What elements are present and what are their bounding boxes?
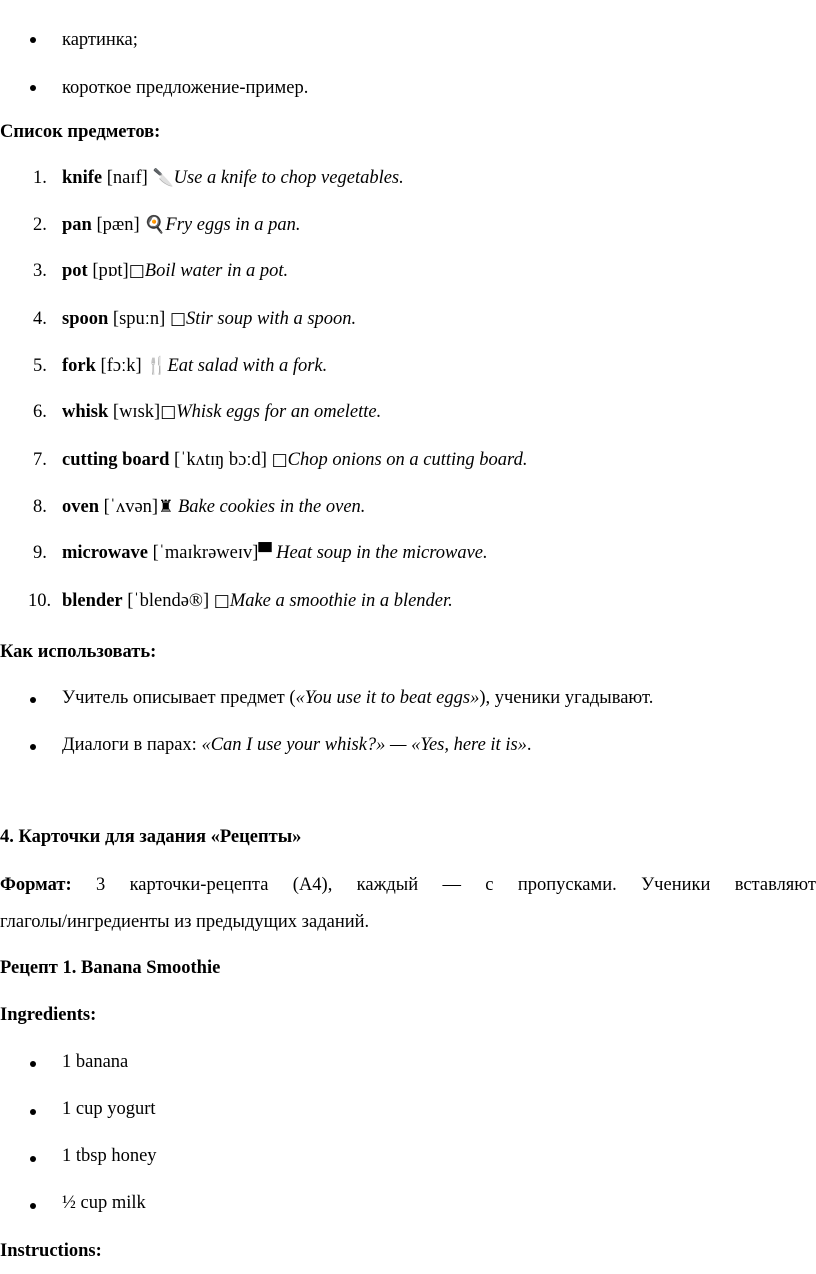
item-word: whisk [62, 402, 109, 422]
item-row [62, 495, 365, 519]
format-word: Ученики [641, 875, 711, 895]
bullet-marker [30, 1156, 36, 1162]
bullet-marker [30, 85, 36, 91]
fork-icon: 🍴 [146, 356, 168, 376]
format-word: (А4), [292, 875, 333, 895]
item-number: 1. [33, 168, 47, 188]
item-word: fork [62, 356, 96, 376]
ingredient-item: 1 tbsp honey [62, 1146, 157, 1166]
items-heading: Список предметов: [0, 122, 161, 142]
item-transcription: [fɔːk] [95, 356, 147, 376]
item-word: oven [62, 497, 99, 517]
item-word: spoon [62, 309, 109, 329]
item-row [62, 259, 288, 283]
bullet-marker [30, 1109, 36, 1115]
item-transcription: [ˈʌvən] [99, 497, 159, 517]
section-4-heading: 4. Карточки для задания «Рецепты» [0, 827, 302, 847]
top-bullet-1: картинка; [62, 30, 138, 50]
ingredient-item: ½ cup milk [62, 1193, 146, 1213]
item-number: 2. [33, 215, 47, 235]
item-word: blender [62, 591, 123, 611]
recipe-1-title: Рецепт 1. Banana Smoothie [0, 958, 221, 978]
item-number: 10. [28, 591, 52, 611]
ingredients-heading: Ingredients: [0, 1005, 97, 1025]
oven-icon: ♜ [158, 497, 174, 517]
item-transcription: [wɪsk] [108, 402, 161, 422]
spoon-icon: □ [169, 309, 187, 329]
item-transcription: [naɪf] [102, 168, 153, 188]
item-transcription: [pɒt] [87, 261, 129, 281]
item-transcription: [ˈkʌtɪŋ bɔːd] [169, 450, 272, 470]
bullet-marker [30, 1061, 36, 1067]
usage-heading: Как использовать: [0, 642, 157, 662]
item-row [62, 166, 404, 190]
item-example-sentence: Chop onions on a cutting board. [287, 450, 528, 470]
item-example-sentence: Whisk eggs for an omelette. [176, 402, 382, 422]
format-line-2: глаголы/ингредиенты из предыдущих заданий. [0, 912, 370, 932]
item-example-sentence: Make a smoothie in a blender. [229, 591, 453, 611]
usage-item-1: Учитель описывает предмет («You use it to beat eggs»), ученики угадывают. [62, 688, 654, 708]
format-label: Формат: [0, 875, 72, 895]
knife-icon: 🔪 [152, 168, 174, 188]
item-number: 6. [33, 402, 47, 422]
item-example-sentence: Eat salad with a fork. [167, 356, 328, 376]
pan-icon: 🍳 [144, 215, 166, 235]
item-transcription: [pæn] [91, 215, 145, 235]
item-number: 5. [33, 356, 47, 376]
item-word: microwave [62, 543, 148, 563]
microwave-icon: ▀ [258, 543, 272, 563]
item-example-sentence: Fry eggs in a pan. [165, 215, 301, 235]
ingredient-item: 1 banana [62, 1052, 129, 1072]
item-transcription: [spuːn] [108, 309, 170, 329]
item-example-sentence: Use a knife to chop vegetables. [173, 168, 404, 188]
format-word: каждый [356, 875, 419, 895]
item-example-sentence: Boil water in a pot. [144, 261, 289, 281]
item-transcription: [ˈmaɪkrəweɪv] [147, 543, 259, 563]
item-number: 8. [33, 497, 47, 517]
item-word: pan [62, 215, 92, 235]
item-word: pot [62, 261, 88, 281]
item-row [62, 589, 453, 613]
format-word: вставляют [734, 875, 816, 895]
format-word: 3 [95, 875, 106, 895]
top-bullet-2: короткое предложение-пример. [62, 78, 309, 98]
usage-item-2: Диалоги в парах: «Can I use your whisk?» — «Yes, here it is». [62, 735, 532, 755]
cutting-board-icon: □ [271, 450, 288, 470]
item-example-sentence: Stir soup with a spoon. [186, 309, 357, 329]
instructions-heading: Instructions: [0, 1241, 102, 1261]
bullet-marker [30, 1203, 36, 1209]
item-word: cutting board [62, 450, 170, 470]
pot-icon: □ [128, 261, 145, 281]
item-number: 9. [33, 543, 47, 563]
item-example-sentence: Bake cookies in the oven. [173, 497, 366, 517]
item-word: knife [62, 168, 103, 188]
item-row [62, 400, 381, 424]
format-line-1 [0, 873, 816, 897]
item-example-sentence: Heat soup in the microwave. [271, 543, 488, 563]
format-word: карточки-рецепта [129, 875, 269, 895]
item-row [62, 307, 356, 331]
blender-icon: □ [213, 591, 230, 611]
item-row [62, 354, 327, 378]
item-transcription: [ˈblendə®] [122, 591, 214, 611]
item-row [62, 213, 301, 237]
bullet-marker [30, 697, 36, 703]
ingredient-item: 1 cup yogurt [62, 1099, 156, 1119]
format-word: пропусками. [517, 875, 617, 895]
whisk-icon: □ [160, 402, 177, 422]
format-word: с [485, 875, 494, 895]
bullet-marker [30, 744, 36, 750]
item-number: 3. [33, 261, 47, 281]
item-row [62, 541, 488, 565]
item-number: 7. [33, 450, 47, 470]
item-row [62, 448, 527, 472]
item-number: 4. [33, 309, 47, 329]
bullet-marker [30, 37, 36, 43]
format-word: — [442, 875, 461, 895]
